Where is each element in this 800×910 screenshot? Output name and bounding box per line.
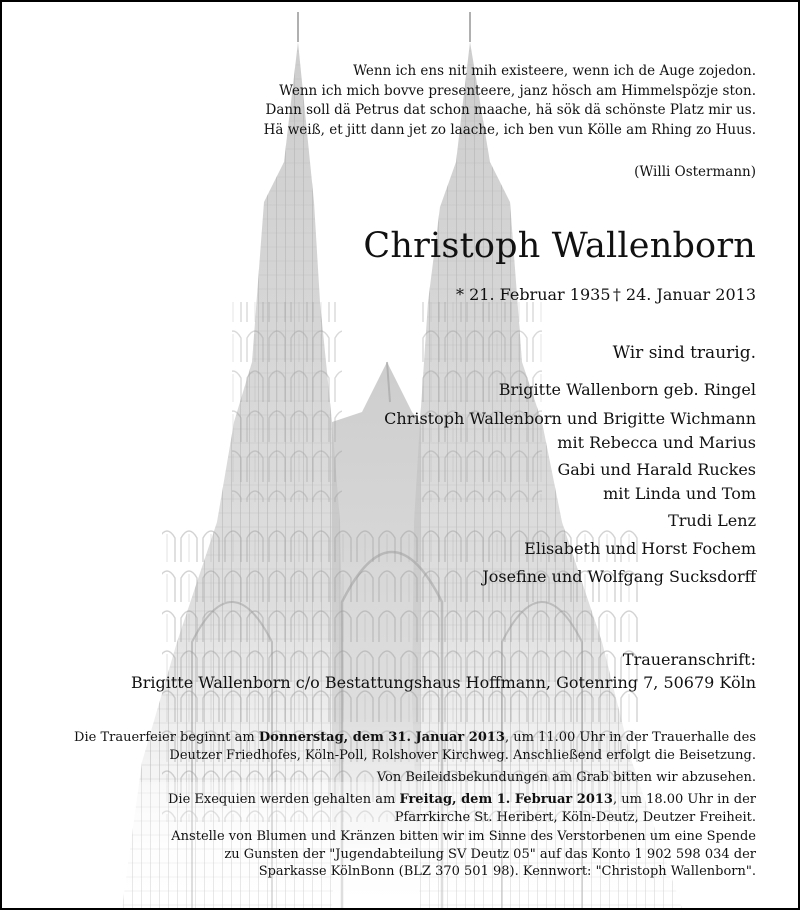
ceremony-info bbox=[74, 729, 756, 764]
poem-line: Dann soll dä Petrus dat schon maache, hä sök dä schönste Platz mir us. bbox=[265, 102, 756, 118]
exequies-line: Die Exequien werden gehalten am Freitag, dem 1. Februar 2013, um 18.00 Uhr in der bbox=[167, 792, 756, 807]
mourner-entry bbox=[499, 378, 756, 402]
exequies-info bbox=[168, 791, 756, 826]
donation-line: Sparkasse KölnBonn (BLZ 370 501 98). Kennwort: "Christoph Wallenborn". bbox=[258, 864, 756, 879]
ceremony-date: Donnerstag, dem 31. Januar 2013 bbox=[258, 730, 505, 745]
mourner-line: Josefine und Wolfgang Sucksdorff bbox=[482, 567, 756, 586]
exequies-line: Pfarrkirche St. Heribert, Köln-Deutz, Deutzer Freiheit. bbox=[394, 809, 756, 825]
death-date: † 24. Januar 2013 bbox=[612, 285, 756, 304]
birth-date: * 21. Februar 1935 bbox=[456, 285, 611, 304]
mourner-line: Gabi und Harald Ruckes bbox=[557, 460, 756, 479]
mourner-line: mit Linda und Tom bbox=[603, 484, 756, 503]
mourner-entry bbox=[668, 509, 756, 533]
deceased-name: Christoph Wallenborn bbox=[363, 226, 756, 266]
mourner-entry bbox=[482, 565, 756, 589]
poem-line: Hä weiß, et jitt dann jet zo laache, ich ben vun Kölle am Rhing zo Huus. bbox=[263, 121, 756, 138]
mourner-entry bbox=[557, 458, 756, 506]
condolence-note: Von Beileidsbekundungen am Grab bitten wir abzusehen. bbox=[376, 770, 756, 785]
mourner-line: mit Rebecca und Marius bbox=[557, 433, 756, 452]
poem-line: Wenn ich ens nit mih existeere, wenn ich de Auge zojedon. bbox=[353, 63, 756, 79]
address-text: Brigitte Wallenborn c/o Bestattungshaus Hoffmann, Gotenring 7, 50679 Köln bbox=[130, 673, 756, 692]
ceremony-line: Deutzer Friedhofes, Köln-Poll, Rolshover Kirchweg. Anschließend erfolgt die Beisetzung. bbox=[169, 747, 756, 763]
mourner-entry bbox=[384, 407, 756, 455]
poem-author: (Willi Ostermann) bbox=[634, 164, 756, 180]
exequies-date: Freitag, dem 1. Februar 2013 bbox=[399, 792, 613, 807]
mourner-line: Elisabeth und Horst Fochem bbox=[524, 539, 756, 558]
donation-line: Anstelle von Blumen und Kränzen bitten wir im Sinne des Verstorbenen um eine Spende bbox=[171, 829, 756, 844]
mourners-intro: Wir sind traurig. bbox=[612, 343, 756, 363]
mourner-line: Christoph Wallenborn und Brigitte Wichmann bbox=[384, 409, 756, 428]
donation-info bbox=[171, 828, 756, 881]
poem bbox=[264, 62, 756, 140]
address-label: Traueranschrift: bbox=[622, 650, 756, 669]
mourner-line: Trudi Lenz bbox=[668, 511, 756, 530]
ceremony-line: Die Trauerfeier beginnt am Donnerstag, dem 31. Januar 2013, um 11.00 Uhr in der Trauerhalle des bbox=[74, 730, 756, 745]
mourner-entry bbox=[524, 537, 756, 561]
mourner-line: Brigitte Wallenborn geb. Ringel bbox=[498, 380, 756, 399]
donation-line: zu Gunsten der "Jugendabteilung SV Deutz 05" auf das Konto 1 902 598 034 der bbox=[224, 846, 756, 862]
poem-line: Wenn ich mich bovve presenteere, janz hösch am Himmelspözje ston. bbox=[279, 82, 756, 99]
